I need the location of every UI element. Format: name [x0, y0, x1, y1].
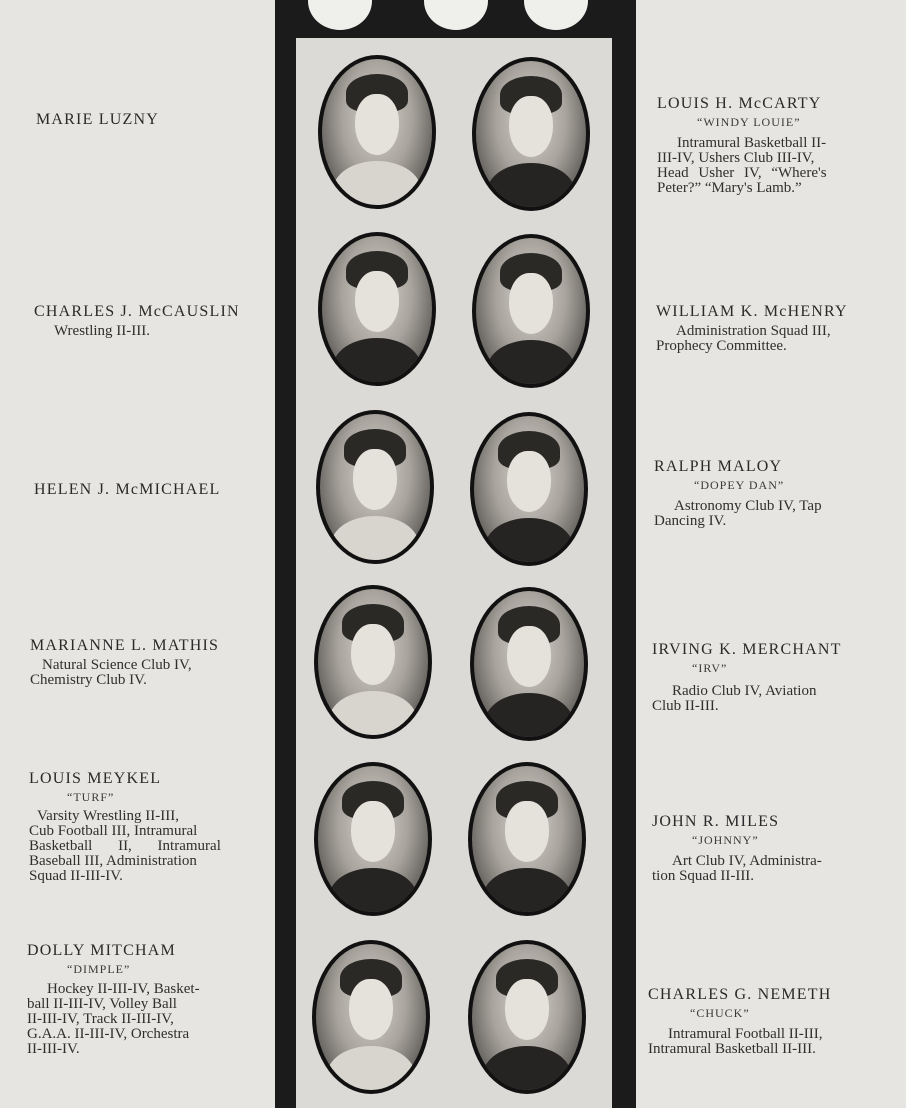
nickname: “TURF”: [67, 790, 115, 804]
portrait-marie-luzny: [318, 55, 436, 209]
entry-irving-merchant: [652, 641, 842, 714]
activity-line: Club II-III.: [652, 698, 719, 714]
student-name: MARIE LUZNY: [36, 111, 159, 128]
header-illustration: [282, 0, 628, 32]
entry-marianne-mathis: [30, 637, 219, 688]
student-name: LOUIS H. McCARTY: [657, 95, 822, 112]
activity-line: Basketball II, Intramural: [29, 838, 221, 854]
activities: [657, 136, 827, 196]
portrait-louis-meykel: [314, 762, 432, 916]
activity-line: Natural Science Club IV,: [42, 657, 192, 673]
activities: [30, 658, 219, 688]
activity-line: Intramural Basketball II-: [677, 135, 827, 151]
activity-line: Peter?” “Mary's Lamb.”: [657, 180, 802, 196]
activity-line: Administration Squad III,: [676, 323, 831, 339]
portrait-helen-mcmichael: [316, 410, 434, 564]
nickname: “DIMPLE”: [67, 962, 131, 976]
nickname: “IRV”: [692, 661, 728, 675]
nickname: “JOHNNY”: [692, 833, 759, 847]
student-name: LOUIS MEYKEL: [29, 770, 162, 787]
entry-louis-mccarty: [657, 95, 827, 196]
entry-william-mchenry: [656, 303, 848, 354]
activity-line: Squad II-III-IV.: [29, 868, 123, 884]
activity-line: Cub Football III, Intramural: [29, 823, 198, 839]
student-name: CHARLES J. McCAUSLIN: [34, 303, 240, 320]
student-name: WILLIAM K. McHENRY: [656, 303, 848, 320]
activity-line: Chemistry Club IV.: [30, 672, 147, 688]
entry-marie-luzny: [36, 111, 159, 129]
activity-line: III-IV, Ushers Club III-IV,: [657, 150, 815, 166]
nickname: “WINDY LOUIE”: [697, 115, 801, 129]
entry-dolly-mitcham: [27, 942, 200, 1057]
student-name: DOLLY MITCHAM: [27, 942, 176, 959]
activity-line: Astronomy Club IV, Tap: [674, 498, 822, 514]
entry-helen-mcmichael: [34, 481, 220, 499]
entry-john-miles: [652, 813, 822, 884]
student-name: JOHN R. MILES: [652, 813, 780, 830]
activities: [27, 982, 200, 1057]
activity-line: Prophecy Committee.: [656, 338, 787, 354]
activity-line: Varsity Wrestling II-III,: [37, 808, 179, 824]
entry-ralph-maloy: [654, 458, 822, 529]
student-name: RALPH MALOY: [654, 458, 783, 475]
portrait-charles-mccauslin: [318, 232, 436, 386]
nickname: “DOPEY DAN”: [694, 478, 785, 492]
nickname: “CHUCK”: [690, 1006, 750, 1020]
activity-line: Dancing IV.: [654, 513, 727, 529]
activity-line: Art Club IV, Administra-: [672, 853, 822, 869]
activity-line: G.A.A. II-III-IV, Orchestra: [27, 1026, 190, 1042]
activity-line: II-III-IV, Track II-III-IV,: [27, 1011, 174, 1027]
entry-louis-meykel: [29, 770, 221, 884]
entry-charles-nemeth: [648, 986, 832, 1057]
portrait-dolly-mitcham: [312, 940, 430, 1094]
portrait-marianne-mathis: [314, 585, 432, 739]
portrait-louis-mccarty: [472, 57, 590, 211]
activity-line: Radio Club IV, Aviation: [672, 683, 817, 699]
entry-charles-mccauslin: [34, 303, 240, 339]
activity-line: Hockey II-III-IV, Basket-: [47, 981, 200, 997]
activity-line: Wrestling II-III.: [54, 323, 151, 339]
activities: [34, 324, 240, 339]
activity-line: Intramural Basketball II-III.: [648, 1041, 816, 1057]
portrait-irving-merchant: [470, 587, 588, 741]
student-name: MARIANNE L. MATHIS: [30, 637, 220, 654]
activities: [654, 499, 822, 529]
activities: [652, 684, 842, 714]
activity-line: tion Squad II-III.: [652, 868, 755, 884]
activities: [29, 809, 221, 884]
activity-line: ball II-III-IV, Volley Ball: [27, 996, 177, 1012]
student-name: CHARLES G. NEMETH: [648, 986, 832, 1003]
student-name: IRVING K. MERCHANT: [652, 641, 842, 658]
activity-line: Intramural Football II-III,: [668, 1026, 823, 1042]
portrait-john-miles: [468, 762, 586, 916]
activities: [648, 1027, 832, 1057]
activity-line: II-III-IV.: [27, 1041, 80, 1057]
portrait-charles-nemeth: [468, 940, 586, 1094]
activity-line: Baseball III, Administration: [29, 853, 197, 869]
portrait-william-mchenry: [472, 234, 590, 388]
activity-line: Head Usher IV, “Where's: [657, 165, 827, 181]
activities: [656, 324, 848, 354]
student-name: HELEN J. McMICHAEL: [34, 481, 221, 498]
portrait-ralph-maloy: [470, 412, 588, 566]
activities: [652, 854, 822, 884]
